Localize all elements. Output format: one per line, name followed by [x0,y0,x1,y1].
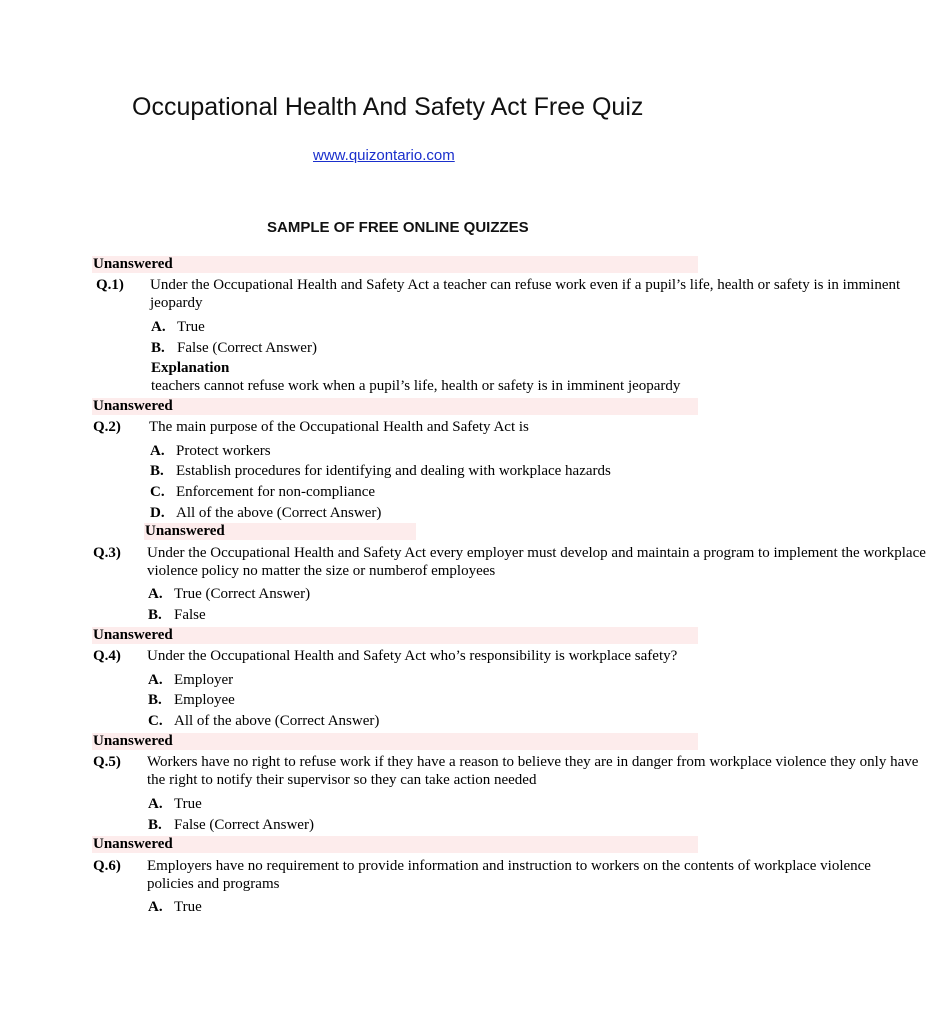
answer-option[interactable] [148,795,202,813]
status-band [92,398,698,415]
option-text: False (Correct Answer) [177,340,317,356]
option-text: False (Correct Answer) [174,817,314,833]
option-letter: C. [148,713,163,729]
question-text: Workers have no right to refuse work if they have a reason to believe they are in danger from workplace violence they only have [147,754,919,770]
question-text-continued: jeopardy [150,295,203,311]
answer-option[interactable] [151,339,317,357]
option-text: True [174,796,202,812]
option-text: Protect workers [176,443,271,459]
answer-option[interactable] [151,318,205,336]
option-text: True [174,899,202,915]
option-text: Establish procedures for identifying and dealing with workplace hazards [176,463,611,479]
status-band [92,733,698,750]
answer-option[interactable] [148,898,202,916]
question-number: Q.1) [96,277,124,293]
option-letter: B. [148,692,162,708]
question-number: Q.3) [93,545,121,561]
option-text: True [177,319,205,335]
option-letter: B. [148,817,162,833]
option-letter: A. [148,796,163,812]
option-text: All of the above (Correct Answer) [174,713,380,729]
explanation-heading: Explanation [151,360,230,376]
question-number: Q.5) [93,754,121,770]
option-text: All of the above (Correct Answer) [176,505,382,521]
status-label: Unanswered [93,627,173,643]
question-text: The main purpose of the Occupational Health and Safety Act is [149,419,529,435]
status-label: Unanswered [93,256,173,272]
answer-option[interactable] [148,606,206,624]
section-heading: SAMPLE OF FREE ONLINE QUIZZES [267,219,529,236]
explanation-text: teachers cannot refuse work when a pupil’s life, health or safety is in imminent jeopardy [151,378,681,394]
question-text: Under the Occupational Health and Safety Act who’s responsibility is workplace safety? [147,648,678,664]
question-number: Q.2) [93,419,121,435]
option-letter: B. [150,463,164,479]
option-letter: C. [150,484,165,500]
answer-option[interactable] [148,671,233,689]
option-letter: D. [150,505,165,521]
status-label: Unanswered [93,836,173,852]
status-band [92,627,698,644]
option-text: False [174,607,206,623]
option-text: True (Correct Answer) [174,586,311,602]
option-letter: A. [148,672,163,688]
status-band [92,256,698,273]
option-letter: B. [151,340,165,356]
option-text: Employee [174,692,235,708]
option-text: Employer [174,672,234,688]
status-label: Unanswered [93,733,173,749]
website-link[interactable]: www.quizontario.com [313,147,455,164]
option-text: Enforcement for non-compliance [176,484,376,500]
option-letter: B. [148,607,162,623]
question-text-continued: the right to notify their supervisor so they can take action needed [147,772,537,788]
answer-option[interactable] [150,504,381,522]
answer-option[interactable] [150,483,375,501]
answer-option[interactable] [148,712,379,730]
answer-option[interactable] [148,585,310,603]
option-letter: A. [150,443,165,459]
status-label: Unanswered [145,523,225,539]
answer-option[interactable] [148,816,314,834]
status-band [92,836,698,853]
option-letter: A. [151,319,166,335]
question-text: Under the Occupational Health and Safety Act every employer must develop and maintain a program to implement the workplace [147,545,926,561]
answer-option[interactable] [148,691,235,709]
option-letter: A. [148,586,163,602]
question-number: Q.6) [93,858,121,874]
option-letter: A. [148,899,163,915]
question-text-continued: violence policy no matter the size or numberof employees [147,563,496,579]
question-number: Q.4) [93,648,121,664]
question-text-continued: policies and programs [147,876,280,892]
answer-option[interactable] [150,462,611,480]
status-label: Unanswered [93,398,173,414]
question-text: Under the Occupational Health and Safety Act a teacher can refuse work even if a pupil’s life, health or safety is in imminent [150,277,901,293]
question-text: Employers have no requirement to provide information and instruction to workers on the contents of workplace violence [147,858,871,874]
answer-option[interactable] [150,442,271,460]
page-title: Occupational Health And Safety Act Free Quiz [132,93,644,121]
